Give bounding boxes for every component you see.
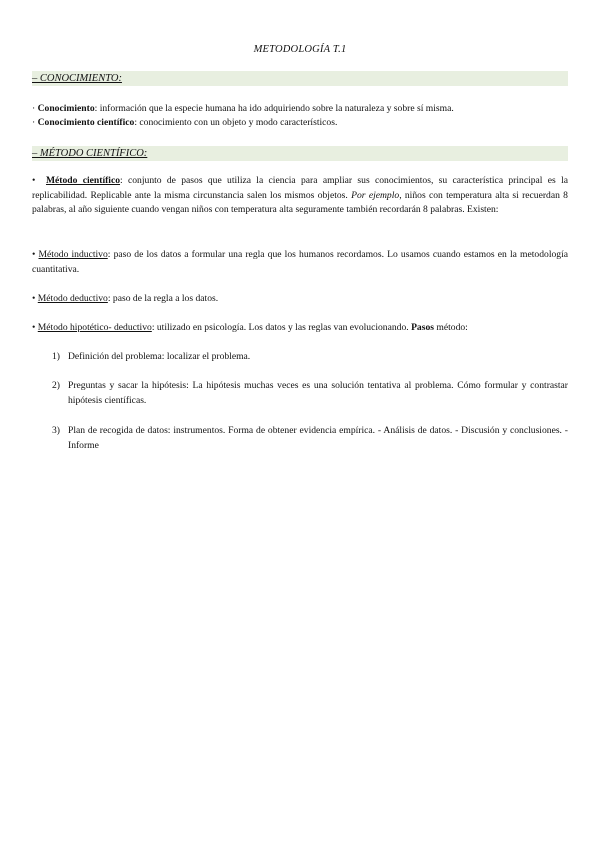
bullet: • — [32, 249, 36, 260]
step-number: 3) — [52, 425, 60, 436]
text-metodo-cientifico-example: , niños con temperatura alta si recuerdan 8 palabras, al año siguiente cuando vengan niños con temperatura alta seguramente también recordarán 8 palabras. Existen: — [32, 189, 568, 215]
term-conocimiento: Conocimiento — [37, 103, 95, 114]
document-title: METODOLOGÍA T.1 — [253, 44, 347, 55]
term-conocimiento-cientifico: Conocimiento científico — [37, 117, 135, 128]
step-number: 1) — [52, 351, 60, 362]
paragraph-metodo-inductivo — [32, 248, 568, 277]
text-metodo-inductivo: : paso de los datos a formular una regla que los humanos recordamos. Lo usamos cuando estamos en la metodología cuantitativa. — [32, 249, 568, 275]
definition-conocimiento: : información que la especie humana ha ido adquiriendo sobre la naturaleza y sobre sí misma. — [94, 103, 454, 114]
text-metodo-cientifico: : conjunto de pasos que utiliza la ciencia para ampliar sus conocimientos, su característica principal es la replicabilidad. Replicable ante la misma circunstancia salen los mismos objetos. — [32, 175, 569, 201]
example-label: Por ejemplo — [351, 189, 400, 201]
section-conocimiento-label: – CONOCIMIENTO: — [32, 73, 122, 84]
paragraph-metodo-hipotetico — [32, 321, 568, 336]
pasos-label: Pasos — [411, 322, 434, 333]
section-metodo-heading — [32, 146, 568, 161]
bullet: • — [32, 175, 36, 186]
step-item — [52, 424, 568, 453]
section-metodo-label: – MÉTODO CIENTÍFICO: — [32, 148, 148, 159]
text-metodo-hipotetico: : utilizado en psicología. Los datos y las reglas van evolucionando. — [151, 322, 412, 333]
term-metodo-hipotetico: Método hipotético- deductivo — [37, 322, 152, 333]
step-item — [52, 379, 568, 408]
step-text: Preguntas y sacar la hipótesis: La hipótesis muchas veces es una solución tentativa al problema. Cómo formular y contrastar hipótesis científicas. — [68, 380, 568, 406]
section-conocimiento-heading — [32, 71, 568, 86]
term-metodo-cientifico: Método científico — [45, 175, 121, 186]
step-item — [52, 350, 568, 365]
text-metodo-deductivo: : paso de la regla a los datos. — [107, 293, 219, 304]
step-number: 2) — [52, 380, 60, 391]
bullet: • — [32, 322, 36, 333]
text-metodo-hipotetico-end: método: — [433, 322, 468, 333]
paragraph-metodo-deductivo — [32, 292, 568, 307]
bullet: · — [32, 117, 36, 128]
paragraph-metodo-cientifico — [32, 174, 568, 218]
definition-conocimiento-cientifico: : conocimiento con un objeto y modo característicos. — [134, 117, 338, 128]
term-metodo-deductivo: Método deductivo — [37, 293, 108, 304]
bullet: • — [32, 293, 36, 304]
list-item-conocimiento-cientifico — [32, 116, 337, 130]
step-text: Definición del problema: localizar el problema. — [68, 351, 251, 362]
bullet: · — [32, 103, 36, 114]
list-item-conocimiento — [32, 102, 454, 116]
step-text: Plan de recogida de datos: instrumentos. Forma de obtener evidencia empírica. - Análisis de datos. - Discusión y conclusiones. - Informe — [68, 425, 568, 451]
term-metodo-inductivo: Método inductivo — [38, 249, 108, 260]
